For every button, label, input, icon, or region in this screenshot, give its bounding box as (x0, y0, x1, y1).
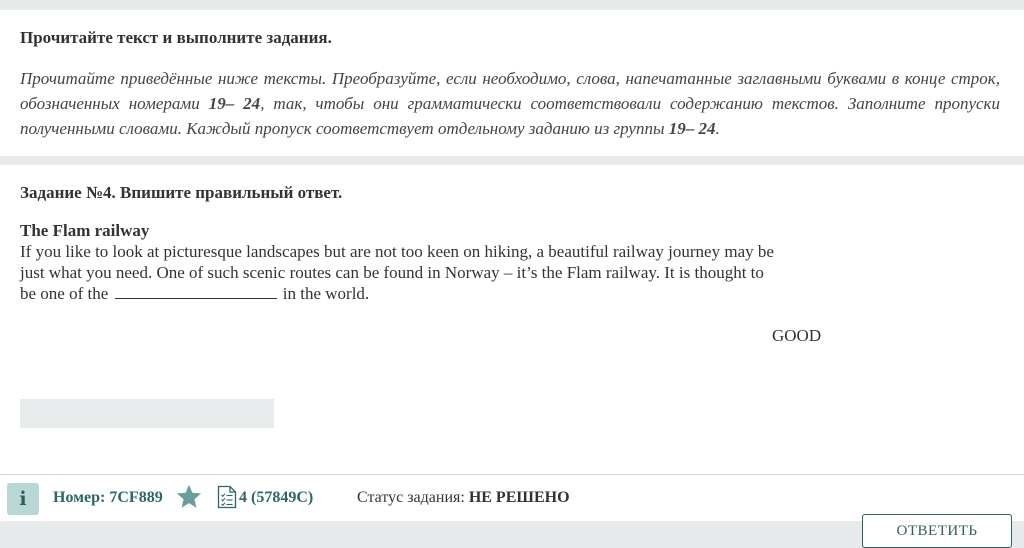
task-title: Задание №4. Впишите правильный ответ. (20, 183, 343, 202)
star-icon[interactable] (175, 483, 203, 511)
instructions-text (20, 66, 1000, 141)
instructions-panel (0, 10, 1024, 156)
info-button[interactable]: i (7, 483, 39, 515)
instructions-range2: 19– 24 (668, 119, 716, 138)
section-divider (0, 156, 1024, 165)
instructions-text-part2: , так, чтобы они грамматически соответствовали содержанию текстов. Заполните пропуски полученными словами. Каждый пропуск соответствует отдельному заданию из группы (20, 94, 1000, 138)
text-title: The Flam railway (20, 221, 150, 240)
top-bar (0, 0, 1024, 10)
variant-link[interactable]: 4 (57849C) (239, 489, 314, 506)
submit-answer-button[interactable]: ОТВЕТИТЬ (862, 514, 1012, 548)
instructions-text-part3: . (715, 119, 720, 138)
status-value: НЕ РЕШЕНО (468, 489, 570, 506)
instructions-title: Прочитайте текст и выполните задания. (20, 28, 332, 47)
passage-after: in the world. (282, 284, 370, 303)
task-number: Номер: 7CF889 (53, 489, 163, 506)
status-label: Статус задания: (357, 489, 465, 506)
instructions-text-part1: Прочитайте приведённые ниже тексты. Преобразуйте, если необходимо, слова, напечатанные заглавными буквами в конце строк, обозначенных номерами (20, 69, 1000, 113)
keyword: GOOD (772, 326, 822, 345)
instructions-range1: 19– 24 (208, 94, 261, 113)
checklist-icon[interactable] (217, 485, 237, 509)
answer-input[interactable] (20, 399, 274, 428)
gap-blank (115, 285, 277, 299)
task-panel (0, 165, 1024, 474)
passage-before: If you like to look at picturesque landscapes but are not too keen on hiking, a beautiful railway journey may be just what you need. One of such scenic routes can be found in Norway – it’s the Flam railway. It is thought to be one of the (20, 242, 774, 303)
passage (20, 241, 780, 304)
task-status (357, 489, 570, 507)
